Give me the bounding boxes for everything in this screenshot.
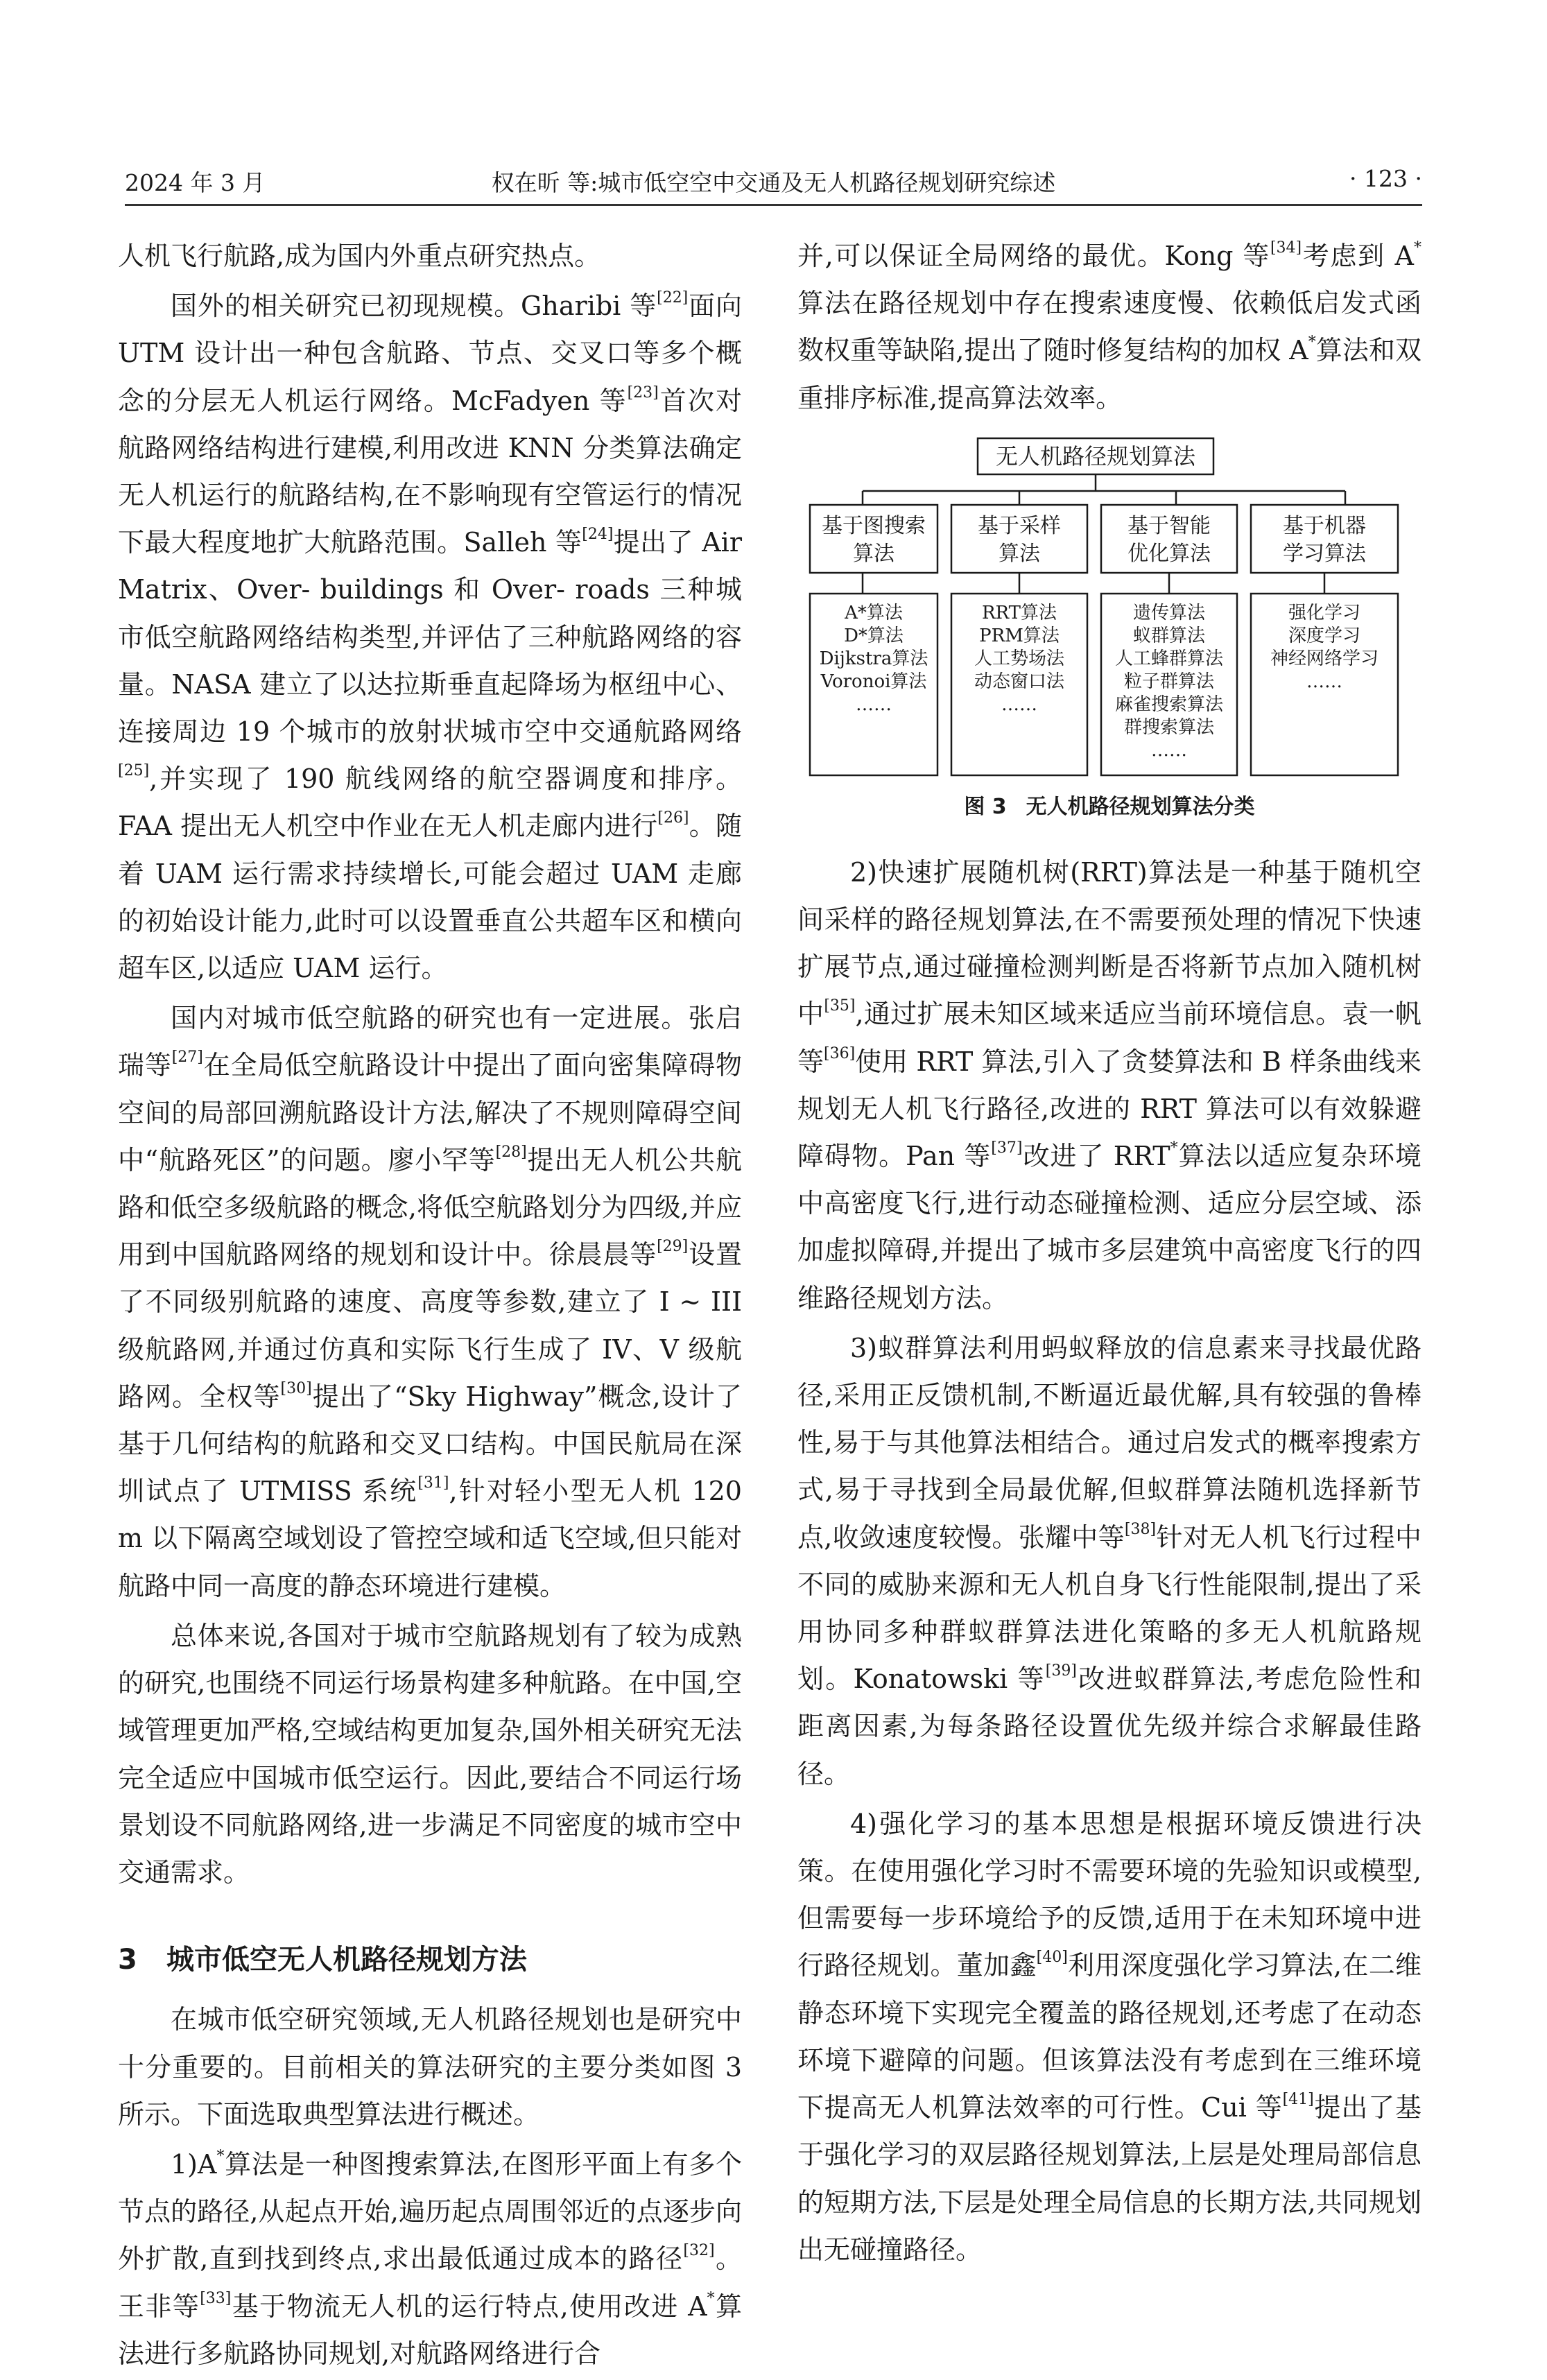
citation-superscript: [30] [280,1379,312,1397]
paragraph-text: 1)A [171,2148,217,2180]
paragraph-text: 提出了 Air Matrix、Over- buildings 和 Over- roads 三种城市低空航路网络结构类型,并评估了三种航路网络的容量。NASA 建立了以达拉斯垂直起降场为枢纽中心、连接周边 19 个城市的放射状城市空中交通航路网络 [118,527,742,748]
paragraph-text: ,针对轻小型无人机 120 m 以下隔离空域划设了管控空域和适飞空域,但只能对航路中同一高度的静态环境进行建模。 [118,1476,742,1601]
paragraph-text: ,通过扩展未知区域来适应当前环境信息。袁一帆等 [797,999,1421,1077]
citation-superscript: [25] [118,762,150,780]
algorithm-item-label: …… [1001,693,1037,715]
algorithm-item-label: 动态窗口法 [974,671,1065,692]
algorithm-tree-diagram [797,434,1421,781]
paragraph-text: 在全局低空航路设计中提出了面向密集障碍物空间的局部回溯航路设计方法,解决了不规则障碍空间中“航路死区”的问题。廖小罕等 [118,1050,742,1175]
paragraph-text: 考虑到 A [1302,241,1414,271]
category-label: 基于机器 [1283,513,1366,538]
citation-superscript: * [1170,1139,1178,1157]
paragraph-text: 国内对城市低空航路的研究也有一定进展。张启瑞等 [118,1003,742,1081]
paragraph-text: 面向 UTM 设计出一种包含航路、节点、交叉口等多个概念的分层无人机运行网络。McFadyen 等 [118,291,742,416]
paragraph-text: 。随着 UAM 运行需求持续增长,可能会超过 UAM 走廊的初始设计能力,此时可以设置垂直公共超车区和横向超车区,以适应 UAM 运行。 [118,811,742,984]
left-column [118,232,742,2380]
paragraph-text: 4)强化学习的基本思想是根据环境反馈进行决策。在使用强化学习时不需要环境的先验知识或模型,但需要每一步环境给予的反馈,适用于在未知环境中进行路径规划。董加鑫 [797,1808,1421,1981]
citation-superscript: [31] [417,1474,449,1492]
root-label: 无人机路径规划算法 [995,442,1196,469]
algorithm-item-label: …… [856,693,892,715]
citation-superscript: [29] [657,1238,689,1256]
citation-superscript: [32] [683,2242,715,2260]
right-column [797,232,1421,2276]
citation-superscript: [26] [657,809,689,827]
algorithm-item-label: Dijkstra算法 [819,648,928,669]
paragraph [118,1612,742,1896]
algorithm-item-label: 麻雀搜索算法 [1114,693,1224,715]
paragraph [118,232,742,279]
citation-superscript: * [216,2147,225,2165]
algorithm-item-label: 强化学习 [1288,602,1361,623]
paragraph [797,1325,1421,1797]
figure-caption-text: 无人机路径规划算法分类 [1026,794,1255,819]
paragraph-text: 。王非等 [118,2243,742,2322]
paragraph-text: ,并实现了 190 航线网络的航空器调度和排序。FAA 提出无人机空中作业在无人机走廊内进行 [118,764,742,842]
section-heading [118,1936,742,1983]
citation-superscript: [35] [824,997,856,1015]
algorithm-item-label: RRT算法 [981,602,1057,623]
paragraph-text: 算法在路径规划中存在搜索速度慢、依赖低启发式函数权重等缺陷,提出了随时修复结构的加权 A [797,288,1421,366]
algorithm-item-label: PRM算法 [979,625,1060,646]
citation-superscript: [24] [582,526,614,544]
paragraph-text: 总体来说,各国对于城市空航路规划有了较为成熟的研究,也围绕不同运行场景构建多种航路。在中国,空域管理更加严格,空域结构更加复杂,国外相关研究无法完全适应中国城市低空运行。因此,要结合不同运行场景划设不同航路网络,进一步满足不同密度的城市空中交通需求。 [118,1620,742,1888]
category-label: 基于智能 [1127,513,1211,538]
paragraph-text: 改进蚁群算法,考虑危险性和距离因素,为每条路径设置优先级并综合求解最佳路径。 [797,1664,1421,1789]
paragraph-text: 3)蚁群算法利用蚂蚁释放的信息素来寻找最优路径,采用正反馈机制,不断逼近最优解,具有较强的鲁棒性,易于与其他算法相结合。通过启发式的概率搜索方式,易于寻找到全局最优解,但蚁群算法随机选择新节点,收敛速度较慢。张耀中等 [797,1332,1421,1553]
algorithm-item-label: 神经网络学习 [1270,648,1379,669]
paragraph-text: 针对无人机飞行过程中不同的威胁来源和无人机自身飞行性能限制,提出了采用协同多种群蚁群算法进化策略的多无人机航路规划。Konatowski 等 [797,1521,1421,1695]
paragraph-text: 算法以适应复杂环境中高密度飞行,进行动态碰撞检测、适应分层空域、添加虚拟障碍,并提出了城市多层建筑中高密度飞行的四维路径规划方法。 [797,1141,1421,1313]
paragraph-text: 提出无人机公共航路和低空多级航路的概念,将低空航路划分为四级,并应用到中国航路网络的规划和设计中。徐晨晨等 [118,1144,742,1270]
algorithm-item-label: …… [1151,739,1187,761]
algorithm-item-label: 人工势场法 [974,648,1065,669]
paragraph-text: 利用深度强化学习算法,在二维静态环境下实现完全覆盖的路径规划,还考虑了在动态环境下避障的问题。但该算法没有考虑到在三维环境下提高无人机算法效率的可行性。Cui 等 [797,1950,1421,2123]
paragraph-text: 人机飞行航路,成为国内外重点研究热点。 [118,241,601,271]
paragraph-text: 提出了基于强化学习的双层路径规划算法,上层是处理局部信息的短期方法,下层是处理全局信息的长期方法,共同规划出无碰撞路径。 [797,2092,1421,2265]
paragraph-text: 2)快速扩展随机树(RRT)算法是一种基于随机空间采样的路径规划算法,在不需要预处理的情况下快速扩展节点,通过碰撞检测判断是否将新节点加入随机树中 [797,856,1421,1030]
category-label: 基于图搜索 [822,513,926,538]
citation-superscript: [23] [627,383,659,402]
paragraph-text: 国外的相关研究已初现规模。Gharibi 等 [171,291,657,322]
category-label: 优化算法 [1127,541,1211,566]
paragraph-text: 基于物流无人机的运行特点,使用改进 A [231,2291,707,2322]
citation-superscript: [27] [171,1049,203,1067]
citation-superscript: [37] [991,1139,1023,1157]
citation-superscript: [33] [200,2289,232,2307]
citation-superscript: * [707,2289,715,2307]
paragraph-text: 提出了“Sky Highway”概念,设计了基于几何结构的航路和交叉口结构。中国民航局在深圳试点了 UTMISS 系统 [118,1381,742,1507]
algorithm-item-label: 人工蜂群算法 [1114,648,1224,669]
category-label: 基于采样 [978,513,1061,538]
header-rule [125,204,1422,206]
algorithm-item-label: 群搜索算法 [1123,716,1215,738]
category-label: 算法 [853,541,895,566]
figure-3 [797,434,1421,781]
citation-superscript: [39] [1045,1662,1077,1680]
algorithm-item-label: 蚁群算法 [1132,625,1206,646]
figure-caption [797,793,1421,821]
section-number: 3 [118,1944,137,1976]
paragraph-text: 算法和双重排序标准,提高算法效率。 [797,335,1421,413]
algorithm-item-label: …… [1306,671,1342,692]
paragraph [118,994,742,1610]
paragraph [797,1800,1421,2273]
citation-superscript: [38] [1124,1520,1157,1538]
citation-superscript: [34] [1270,239,1302,257]
citation-superscript: * [1308,334,1316,352]
paragraph [118,1996,742,2138]
citation-superscript: [40] [1036,1949,1068,1967]
paragraph-text: 算法是一种图搜索算法,在图形平面上有多个节点的路径,从起点开始,遍历起点周围邻近的点逐步向外扩散,直到找到终点,求出最低通过成本的路径 [118,2148,742,2275]
paragraph [118,282,742,992]
paragraph-text: 在城市低空研究领域,无人机路径规划也是研究中十分重要的。目前相关的算法研究的主要分类如图 3所示。下面选取典型算法进行概述。 [118,2004,742,2130]
algorithm-item-label: 粒子群算法 [1123,671,1215,692]
citation-superscript: [41] [1282,2091,1314,2109]
paragraph [797,849,1421,1322]
algorithm-item-label: D*算法 [844,625,904,646]
section-title: 城市低空无人机路径规划方法 [166,1944,527,1976]
citation-superscript: * [1413,239,1421,257]
paragraph-text: 改进了 RRT [1022,1141,1170,1172]
paragraph-text: 算法进行多航路协同规划,对航路网络进行合 [118,2291,742,2369]
figure-label: 图 3 [964,794,1007,819]
paragraph-text: 使用 RRT 算法,引入了贪婪算法和 B 样条曲线来规划无人机飞行路径,改进的 RRT 算法可以有效躲避障碍物。Pan 等 [797,1046,1421,1172]
algorithm-item-label: A*算法 [845,602,903,623]
paragraph [118,2141,742,2377]
paragraph-text: 设置了不同级别航路的速度、高度等参数,建立了 I ~ III 级航路网,并通过仿真和实际飞行生成了 IV、V 级航路网。全权等 [118,1239,742,1412]
algorithm-item-label: 遗传算法 [1132,602,1206,623]
category-label: 算法 [999,541,1040,566]
citation-superscript: [28] [495,1143,527,1161]
algorithm-item-label: Voronoi算法 [820,671,927,692]
citation-superscript: [36] [824,1044,856,1062]
category-label: 学习算法 [1283,541,1366,566]
paragraph [797,232,1421,422]
paragraph-text: 首次对航路网络结构进行建模,利用改进 KNN 分类算法确定无人机运行的航路结构,在不影响现有空管运行的情况下最大程度地扩大航路范围。Salleh 等 [118,385,742,558]
citation-superscript: [22] [657,289,689,307]
algorithm-item-label: 深度学习 [1288,625,1361,646]
running-header [125,158,1422,200]
header-title: 权在昕 等:城市低空空中交通及无人机路径规划研究综述 [491,169,1056,196]
paragraph-text: 并,可以保证全局网络的最优。Kong 等 [797,241,1270,271]
page-number: · 123 · [1349,165,1422,192]
header-date: 2024 年 3 月 [125,169,266,196]
